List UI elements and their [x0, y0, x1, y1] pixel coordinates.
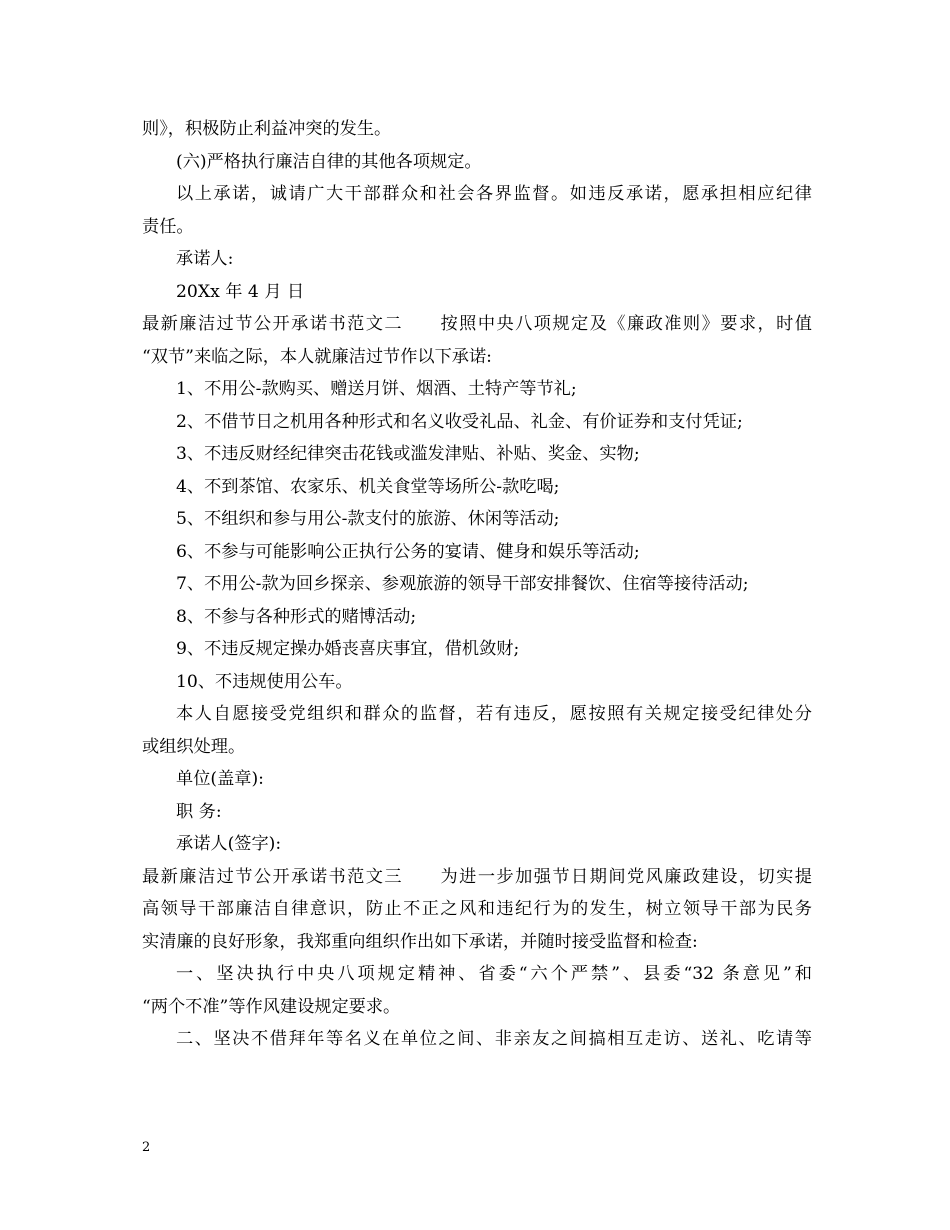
- list-item: 10、不违规使用公车。: [176, 671, 353, 692]
- paragraph-line: (六)严格执行廉洁自律的其他各项规定。: [176, 151, 482, 172]
- paragraph-line: 本人自愿接受党组织和群众的监督，若有违反，愿按照有关规定接受纪律处分: [176, 704, 812, 724]
- unit-stamp-label: 单位(盖章):: [176, 769, 264, 789]
- list-item: 2、不借节日之机用各种形式和名义收受礼品、礼金、有价证券和支付凭证;: [176, 411, 743, 432]
- list-item: 4、不到茶馆、农家乐、机关食堂等场所公-款吃喝;: [176, 476, 560, 497]
- list-item: 9、不违反规定操办婚丧喜庆事宜，借机敛财;: [176, 639, 520, 659]
- document-body: [142, 113, 812, 1056]
- list-item: 8、不参与各种形式的赌博活动;: [176, 606, 417, 627]
- section-title: 最新廉洁过节公开承诺书范文二: [142, 314, 404, 334]
- paragraph-line: 则》，积极防止利益冲突的发生。: [142, 119, 392, 139]
- list-item: 1、不用公-款购买、赠送月饼、烟酒、土特产等节礼;: [176, 379, 577, 399]
- paragraph-line: 高领导干部廉洁自律意识，防止不正之风和违纪行为的发生，树立领导干部为民务: [142, 899, 812, 919]
- list-item: 6、不参与可能影响公正执行公务的宴请、健身和娱乐等活动;: [176, 541, 640, 562]
- signature-label: 承诺人:: [176, 249, 234, 269]
- section-title: 最新廉洁过节公开承诺书范文三: [142, 866, 404, 887]
- paragraph-line: “双节”来临之际，本人就廉洁过节作以下承诺:: [142, 346, 492, 367]
- section-intro-text: 为进一步加强节日期间党风廉政建设，切实提: [439, 866, 812, 887]
- paragraph-line: 一、坚决执行中央八项规定精神、省委“六个严禁”、县委“32 条意见”和: [176, 964, 812, 984]
- paragraph-line: 或组织处理。: [142, 736, 246, 757]
- paragraph-line: “两个不准”等作风建设规定要求。: [142, 996, 401, 1017]
- section-intro-text: 按照中央八项规定及《廉政准则》要求，时值: [439, 314, 812, 334]
- list-item: 5、不组织和参与用公-款支付的旅游、休闲等活动;: [176, 509, 560, 529]
- section-heading-line: [142, 308, 812, 341]
- date-line: 20Xx 年 4 月 日: [176, 281, 305, 302]
- page-number: 2: [142, 1140, 151, 1155]
- paragraph-line: 以上承诺，诚请广大干部群众和社会各界监督。如违反承诺，愿承担相应纪律: [176, 184, 812, 204]
- list-item: 3、不违反财经纪律突击花钱或滥发津贴、补贴、奖金、实物;: [176, 444, 640, 464]
- paragraph-line: 实清廉的良好形象，我郑重向组织作出如下承诺，并随时接受监督和检查:: [142, 931, 698, 952]
- list-item: 7、不用公-款为回乡探亲、参观旅游的领导干部安排餐饮、住宿等接待活动;: [176, 574, 749, 594]
- signature-label: 承诺人(签字):: [176, 834, 282, 854]
- position-label: 职 务:: [176, 801, 222, 822]
- paragraph-line: 二、坚决不借拜年等名义在单位之间、非亲友之间搞相互走访、送礼、吃请等: [176, 1029, 812, 1049]
- section-heading-line: [142, 861, 812, 894]
- paragraph-line: 责任。: [142, 216, 194, 237]
